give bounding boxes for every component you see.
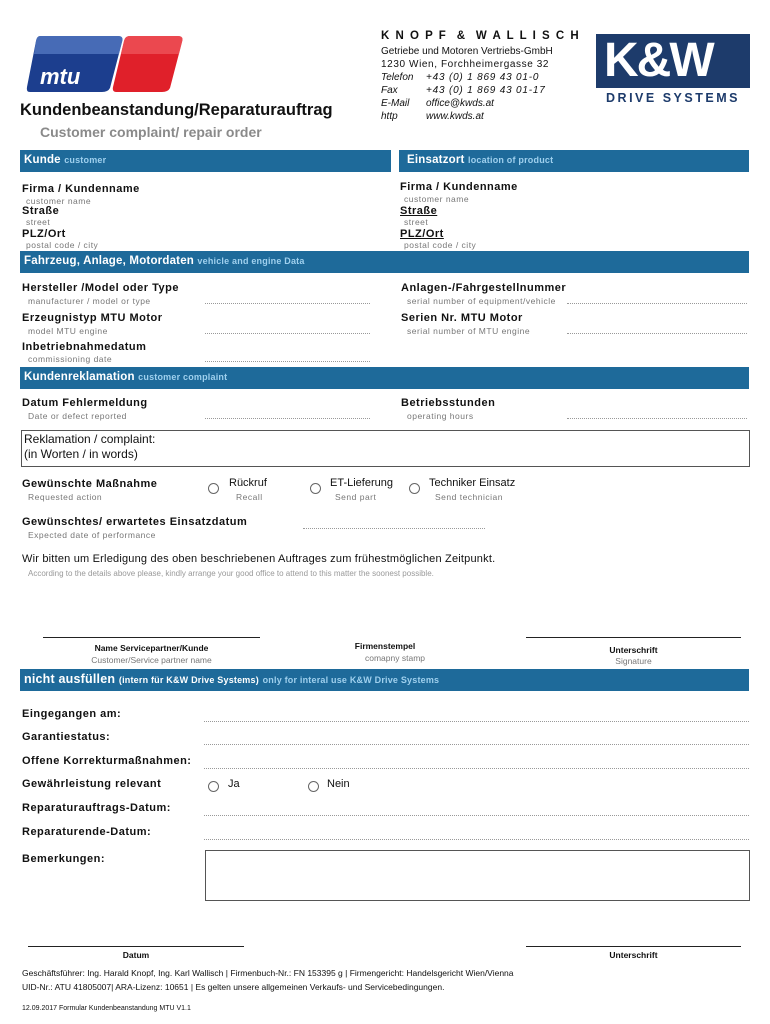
location-street-sub: street [404,217,429,227]
company-line-1: Getriebe und Motoren Vertriebs-GmbH [381,46,553,57]
corrective-actions-label: Offene Korrekturmaßnahmen: [22,755,192,767]
contact-value: +43 (0) 1 869 43 01-17 [426,85,546,96]
received-label: Eingegangen am: [22,708,122,720]
send-technician-sub: Send technician [435,492,503,502]
signature-line [43,637,260,638]
defect-date-field[interactable] [205,418,370,419]
engine-serial-label: Serien Nr. MTU Motor [401,312,523,324]
location-name-label: Firma / Kundenname [400,181,518,193]
operating-hours-sub: operating hours [407,411,474,421]
corrective-actions-field[interactable] [204,768,749,769]
signature-line [526,637,741,638]
manufacturer-sub: manufacturer / model or type [28,296,151,306]
kw-logo [596,34,750,106]
remarks-textbox[interactable] [205,850,750,901]
stamp-sub: comapny stamp [365,653,425,663]
contact-key: Telefon [381,72,414,83]
send-part-radio[interactable] [310,483,321,494]
engine-type-sub: model MTU engine [28,326,108,336]
requested-action-sub: Requested action [28,492,103,502]
repair-end-date-label: Reparaturende-Datum: [22,826,152,838]
repair-order-date-label: Reparaturauftrags-Datum: [22,802,171,814]
kw-logo-sub: DRIVE SYSTEMS [606,91,740,105]
signature-label: Unterschrift [609,645,658,655]
stamp-label: Firmenstempel [354,641,416,651]
location-bar-title: Einsatzort location of product [407,154,554,166]
company-name: K N O P F & W A L L I S C H [381,30,581,42]
mtu-logo-text: mtu [40,64,81,89]
company-line-2: 1230 Wien, Forchheimergasse 32 [381,59,550,70]
location-city-label: PLZ/Ort [400,228,444,240]
operating-hours-label: Betriebsstunden [401,397,496,409]
date-label: Datum [122,950,150,960]
chassis-number-label: Anlagen-/Fahrgestellnummer [401,282,567,294]
contact-key: Fax [381,85,398,96]
engine-serial-field[interactable] [567,333,747,334]
recall-radio[interactable] [208,483,219,494]
location-street-label: Straße [400,205,438,217]
repair-end-date-field[interactable] [204,839,749,840]
page-title: Kundenbeanstandung/Reparaturauftrag [20,101,333,119]
footer-line-2: UID-Nr.: ATU 41805007| ARA-Lizenz: 10651 | Es gelten unsere allgemeinen Verkaufs- und Servicebedingungen. [22,982,445,992]
complaint-bar [20,367,749,389]
complaint-box-line1: Reklamation / complaint: [24,432,156,446]
vehicle-bar-title: Fahrzeug, Anlage, Motordaten vehicle and engine Data [24,255,305,267]
operating-hours-field[interactable] [567,418,747,419]
contact-value: www.kwds.at [426,111,484,122]
recall-sub: Recall [236,492,263,502]
customer-name-label: Firma / Kundenname [22,183,140,195]
customer-bar-title: Kunde customer [24,154,107,166]
location-city-sub: postal code / city [404,240,477,250]
page-subtitle: Customer complaint/ repair order [40,124,262,140]
customer-city-sub: postal code / city [26,240,99,250]
recall-label: Rückruf [229,477,267,489]
kw-logo-text: K&W [604,34,713,87]
send-technician-label: Techniker Einsatz [429,477,516,489]
signature-line [28,946,244,947]
contact-value: office@kwds.at [426,98,494,109]
request-text: Wir bitten um Erledigung des oben beschriebenen Auftrages zum frühestmöglichen Zeitpunkt. [22,553,496,565]
commissioning-label: Inbetriebnahmedatum [22,341,147,353]
footer-line-1: Geschäftsführer: Ing. Harald Knopf, Ing. Karl Wallisch | Firmenbuch-Nr.: FN 153395 g | Firmengericht: Handelsgericht Wien/Vienna [22,968,514,978]
warranty-relevant-label: Gewährleistung relevant [22,778,162,790]
signature-sub: Signature [615,656,652,666]
partner-name-sub: Customer/Service partner name [91,655,212,665]
internal-bar [20,669,749,691]
warranty-yes-label: Ja [228,778,240,790]
manufacturer-field[interactable] [205,303,370,304]
complaint-box-line2: (in Worten / in words) [24,447,138,461]
warranty-no-radio[interactable] [308,781,319,792]
defect-date-label: Datum Fehlermeldung [22,397,148,409]
contact-key: http [381,111,398,122]
send-part-label: ET-Lieferung [330,477,393,489]
customer-city-label: PLZ/Ort [22,228,66,240]
remarks-label: Bemerkungen: [22,853,106,865]
customer-name-sub: customer name [26,196,92,206]
complaint-textbox[interactable] [21,430,750,467]
warranty-status-label: Garantiestatus: [22,731,111,743]
expected-date-label: Gewünschtes/ erwartetes Einsatzdatum [22,516,248,528]
received-field[interactable] [204,721,749,722]
warranty-yes-radio[interactable] [208,781,219,792]
mtu-logo [26,34,184,94]
commissioning-sub: commissioning date [28,354,113,364]
send-technician-radio[interactable] [409,483,420,494]
location-bar [399,150,749,172]
send-part-sub: Send part [335,492,377,502]
expected-date-field[interactable] [303,528,485,529]
engine-type-label: Erzeugnistyp MTU Motor [22,312,163,324]
customer-street-label: Straße [22,205,60,217]
engine-serial-sub: serial number of MTU engine [407,326,531,336]
signature-label-footer: Unterschrift [609,950,658,960]
expected-date-sub: Expected date of performance [28,530,156,540]
warranty-status-field[interactable] [204,744,749,745]
contact-key: E-Mail [381,98,410,109]
footer-version: 12.09.2017 Formular Kundenbeanstandung MTU V1.1 [22,1005,191,1012]
manufacturer-label: Hersteller /Model oder Type [22,282,179,294]
repair-order-date-field[interactable] [204,815,749,816]
chassis-number-sub: serial number of equipment/vehicle [407,296,556,306]
chassis-number-field[interactable] [567,303,747,304]
requested-action-label: Gewünschte Maßnahme [22,478,158,490]
warranty-no-label: Nein [327,778,350,790]
internal-bar-title: nicht ausfüllen (intern für K&W Drive Systems) only for interal use K&W Drive Systems [24,672,440,686]
commissioning-field[interactable] [205,361,370,362]
customer-bar [20,150,391,172]
customer-street-sub: street [26,217,51,227]
contact-value: +43 (0) 1 869 43 01-0 [426,72,540,83]
defect-date-sub: Date or defect reported [28,411,127,421]
signature-line [526,946,741,947]
complaint-bar-title: Kundenreklamation customer complaint [24,371,228,383]
request-text-en: According to the details above please, kindly arrange your good office to attend to this matter the soonest possible. [28,569,434,578]
location-name-sub: customer name [404,194,470,204]
vehicle-bar [20,251,749,273]
partner-name-label: Name Servicepartner/Kunde [94,643,209,653]
engine-type-field[interactable] [205,333,370,334]
